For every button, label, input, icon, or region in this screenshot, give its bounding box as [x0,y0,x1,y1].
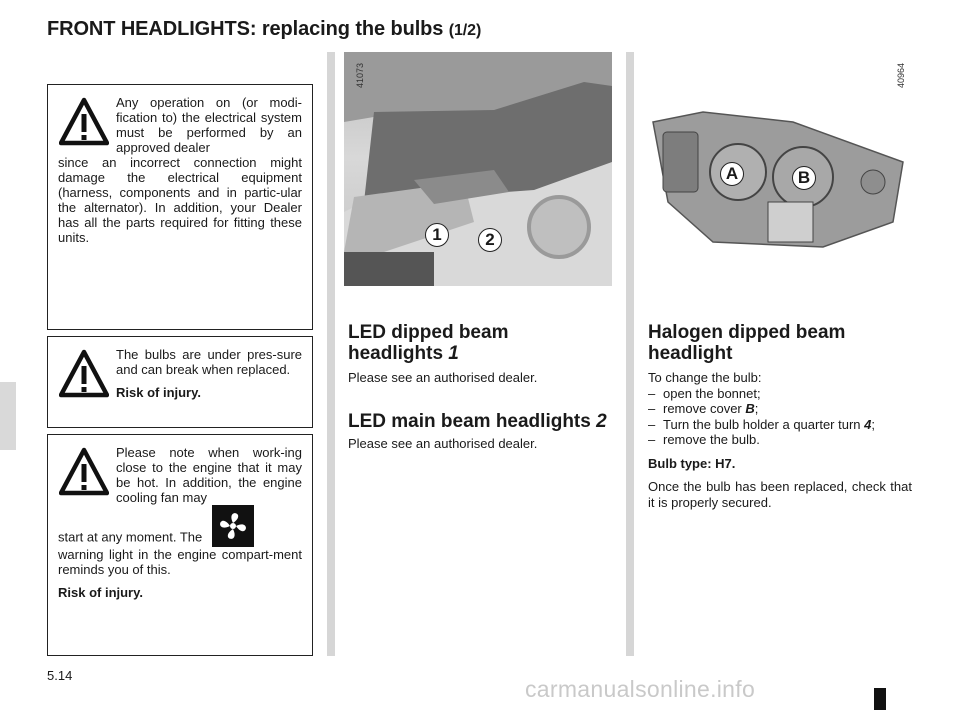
callout-2: 2 [478,228,502,252]
heading-halogen: Halogen dipped beam headlight [648,322,846,364]
headlight-unit-illustration [643,52,911,286]
list-item: – Turn the bulb holder a quarter turn 4; [648,416,875,432]
list-item: – remove cover B; [648,401,759,416]
warning-box-electrical [47,84,313,330]
page-title: FRONT HEADLIGHTS: replacing the bulbs (1/2) [47,18,482,40]
warning-text-1b: since an incorrect connection might damage the electrical equipment (harness, components and in partic-ular the alternator). In addition, your Dealer has all the parts required for fitting these units. [58,155,302,245]
heading-led-dipped: LED dipped beam headlights 1 [348,322,509,364]
callout-a: A [720,162,744,186]
warning-triangle-icon [59,97,109,147]
warning-emphasis-3: Risk of injury. [58,585,143,600]
warning-text-3b: start at any moment. The [58,529,203,545]
car-front-illustration [344,52,612,286]
warning-text-1a: Any operation on (or modi-fication to) the electrical system must be performed by an approved dealer [116,95,302,155]
column-divider-right [626,52,634,656]
heading-led-main: LED main beam headlights 2 [348,411,607,432]
warning-box-bulb-pressure [47,336,313,428]
halogen-intro: To change the bulb: [648,370,762,385]
para-led-dipped: Please see an authorised dealer. [348,370,538,385]
figure-ref-left: 41073 [355,62,365,88]
closing-note: Once the bulb has been replaced, check that it is properly secured. [648,479,912,510]
page-number: 5.14 [47,668,73,683]
cooling-fan-warning-icon [212,505,254,547]
callout-b: B [792,166,816,190]
warning-triangle-icon [59,447,109,497]
figure-ref-right: 40964 [896,62,906,88]
watermark: carmanualsonline.info [525,676,756,702]
warning-text-2: The bulbs are under pres-sure and can break when replaced. [116,347,302,377]
para-led-main: Please see an authorised dealer. [348,436,538,451]
heading-led-dipped-number: 1 [448,343,459,364]
warning-text-3c: warning light in the engine compart-ment reminds you of this. [58,547,302,577]
warning-text-3a: Please note when work-ing close to the engine that it may be hot. In addition, the engine cooling fan may [116,445,302,505]
warning-triangle-icon [59,349,109,399]
title-suffix: (1/2) [448,22,482,39]
warning-box-engine-hot [47,434,313,656]
step-list [648,386,912,448]
column-divider-left [327,52,335,656]
heading-led-main-number: 2 [596,411,607,432]
halogen-instructions [648,370,912,510]
page-corner-mark [874,688,886,710]
list-item: – remove the bulb. [648,432,760,447]
bulb-type: Bulb type: H7. [648,455,736,471]
warning-emphasis-2: Risk of injury. [116,385,201,400]
callout-1: 1 [425,223,449,247]
chapter-tab [0,382,16,450]
list-item: – open the bonnet; [648,385,761,401]
